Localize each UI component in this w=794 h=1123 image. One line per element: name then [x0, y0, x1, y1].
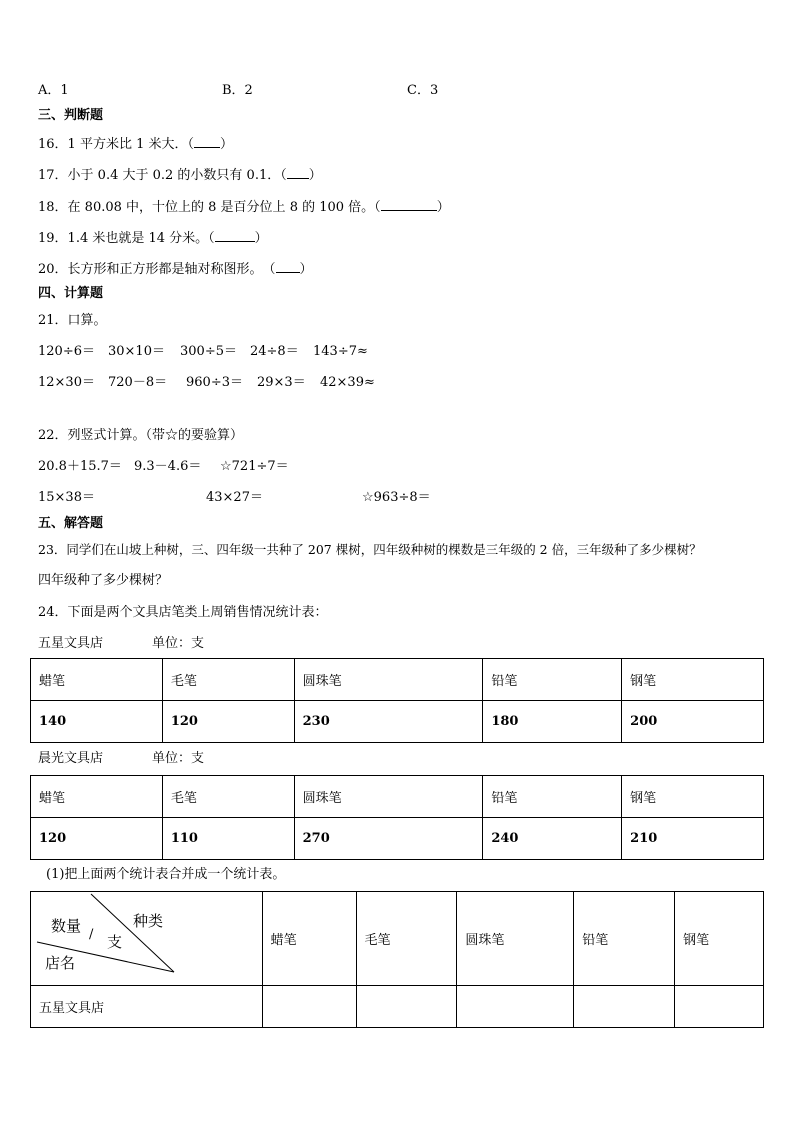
empty-cell[interactable] [356, 986, 457, 1028]
option-a: A．1 [38, 83, 69, 98]
store1-name: 五星文具店 [38, 636, 104, 651]
q23-line2: 四年级种了多少棵树？ [38, 573, 169, 588]
corner-label-type: 种类 [133, 912, 164, 930]
q22-expr: 15×38＝ [38, 490, 95, 505]
q21-title: 21．口算。 [38, 313, 107, 328]
value-cell: 210 [622, 818, 764, 860]
section-calc-heading: 四、计算题 [38, 286, 104, 301]
q21-expr: 300÷5＝ [180, 344, 237, 359]
q21-expr: 120÷6＝ [38, 344, 95, 359]
header-cell: 蜡笔 [262, 892, 356, 986]
store1-table [30, 658, 764, 743]
diagonal-line-1 [91, 894, 174, 972]
q22-expr: 9.3－4.6＝ [134, 459, 202, 474]
header-cell: 毛笔 [162, 776, 294, 818]
q21-expr: 29×3＝ [257, 375, 306, 390]
judge-item-19: 19．1.4 米也就是 14 分米。（ ） [38, 228, 268, 248]
header-cell: 圆珠笔 [294, 776, 483, 818]
corner-label-store: 店名 [45, 954, 76, 972]
q22-expr: 43×27＝ [206, 490, 263, 505]
q21-expr: 12×30＝ [38, 375, 95, 390]
header-cell: 毛笔 [162, 659, 294, 701]
store2-table [30, 775, 764, 860]
value-cell: 270 [294, 818, 483, 860]
value-cell: 140 [31, 701, 163, 743]
q21-expr: 960÷3＝ [186, 375, 243, 390]
store2-name: 晨光文具店 [38, 751, 104, 766]
header-cell: 圆珠笔 [294, 659, 483, 701]
empty-cell[interactable] [675, 986, 764, 1028]
q24-part1: (1)把上面两个统计表合并成一个统计表。 [46, 867, 286, 882]
corner-slash: / [89, 927, 94, 942]
value-cell: 240 [483, 818, 622, 860]
q22-expr: ☆963÷8＝ [362, 490, 431, 505]
header-cell: 毛笔 [356, 892, 457, 986]
q22-expr: 20.8＋15.7＝ [38, 459, 122, 474]
row-label-cell: 五星文具店 [31, 986, 263, 1028]
header-cell: 铅笔 [574, 892, 675, 986]
judge-item-20: 20．长方形和正方形都是轴对称图形。 （ ） [38, 259, 313, 279]
merged-table [30, 891, 764, 1028]
value-cell: 120 [162, 701, 294, 743]
q22-expr: ☆721÷7＝ [220, 459, 289, 474]
q24-title: 24．下面是两个文具店笔类上周销售情况统计表： [38, 605, 328, 620]
q21-expr: 720－8＝ [108, 375, 168, 390]
option-c: C．3 [407, 83, 439, 98]
q21-expr: 30×10＝ [108, 344, 165, 359]
empty-cell[interactable] [262, 986, 356, 1028]
header-cell: 蜡笔 [31, 776, 163, 818]
value-cell: 180 [483, 701, 622, 743]
empty-cell[interactable] [457, 986, 574, 1028]
header-cell: 钢笔 [675, 892, 764, 986]
header-cell: 蜡笔 [31, 659, 163, 701]
judge-item-17: 17．小于 0.4 大于 0.2 的小数只有 0.1．（ ） [38, 165, 322, 185]
header-cell: 钢笔 [622, 659, 764, 701]
q21-expr: 143÷7≈ [313, 344, 368, 359]
header-cell: 钢笔 [622, 776, 764, 818]
store1-unit: 单位：支 [152, 636, 205, 651]
q22-title: 22．列竖式计算。（带☆的要验算） [38, 428, 244, 443]
judge-item-18: 18．在 80.08 中，十位上的 8 是百分位上 8 的 100 倍。（ ） [38, 197, 450, 217]
section-judge-heading: 三、判断题 [38, 108, 104, 123]
corner-label-unit: 支 [107, 933, 123, 951]
judge-item-16: 16．1 平方米比 1 米大．（ ） [38, 134, 233, 154]
corner-cell [31, 892, 263, 986]
header-cell: 铅笔 [483, 776, 622, 818]
value-cell: 120 [31, 818, 163, 860]
empty-cell[interactable] [574, 986, 675, 1028]
value-cell: 230 [294, 701, 483, 743]
option-b: B．2 [222, 83, 253, 98]
value-cell: 200 [622, 701, 764, 743]
q23-line1: 23．同学们在山坡上种树，三、四年级一共种了 207 棵树，四年级种树的棵数是三年级的 2 倍，三年级种了多少棵树？ [38, 542, 702, 557]
corner-label-quantity: 数量 [51, 917, 82, 935]
q21-expr: 42×39≈ [320, 375, 375, 390]
header-cell: 铅笔 [483, 659, 622, 701]
section-solve-heading: 五、解答题 [38, 516, 104, 531]
store2-unit: 单位：支 [152, 751, 205, 766]
header-cell: 圆珠笔 [457, 892, 574, 986]
q21-expr: 24÷8＝ [250, 344, 299, 359]
value-cell: 110 [162, 818, 294, 860]
